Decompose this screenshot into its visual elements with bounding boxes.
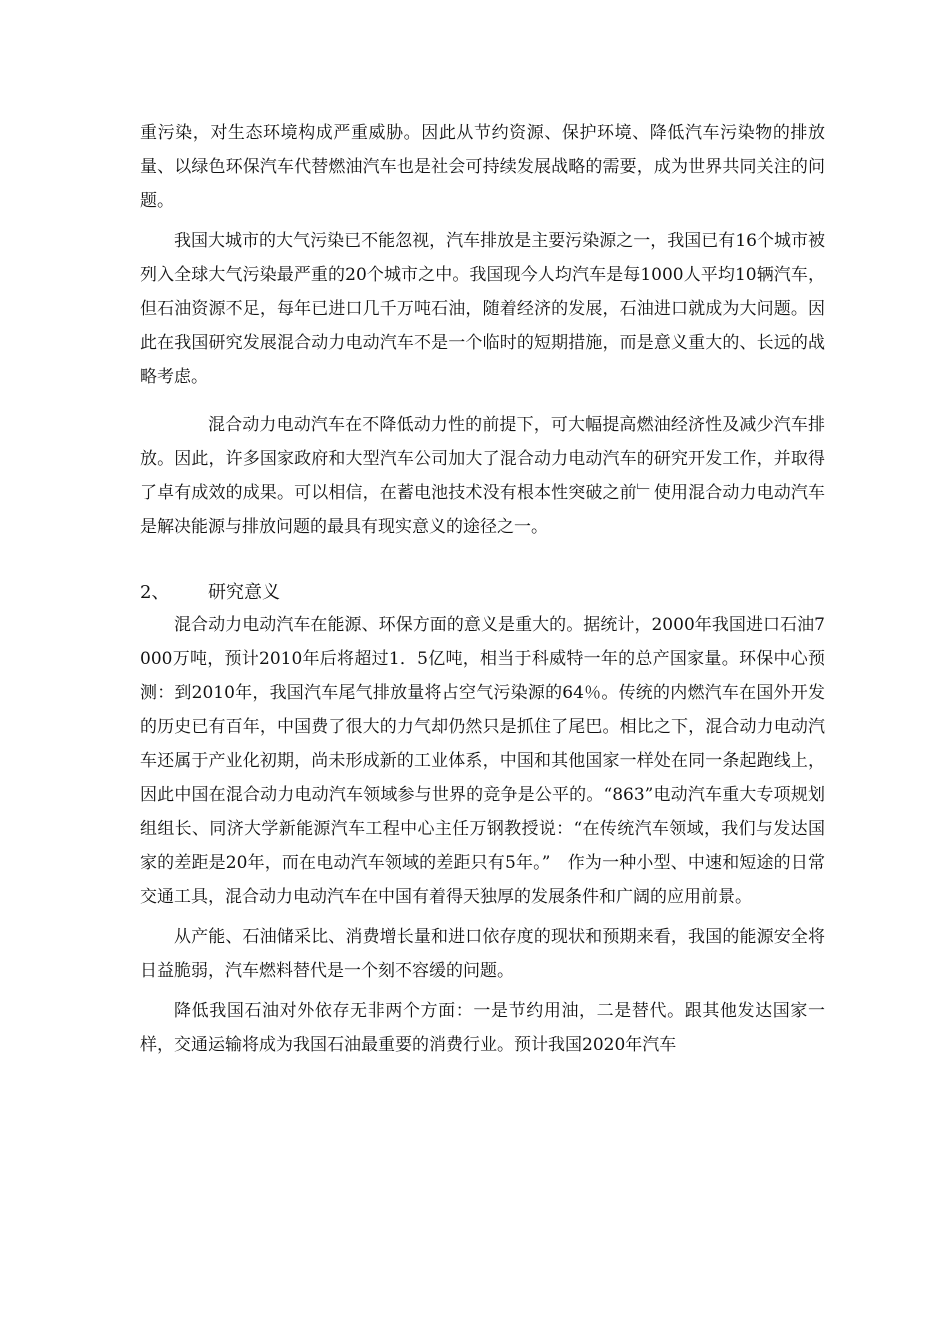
paragraph-significance: 混合动力电动汽车在能源、环保方面的意义是重大的。据统计，2000年我国进口石油7000万吨，预计2010年后将超过1．5亿吨，相当于科威特一年的总产国家量。环保中心预测：到2010年，我国汽车尾气排放量将占空气污染源的64％。传统的内燃汽车在国外开发的历史已有百年，中国费了很大的力气却仍然只是抓住了尾巴。相比之下，混合动力电动汽车还属于产业化初期，尚未形成新的工业体系，中国和其他国家一样处在同一条起跑线上，因此中国在混合动力电动汽车领域参与世界的竞争是公平的。“863”电动汽车重大专项规划组组长、同济大学新能源汽车工程中心主任万钢教授说：“在传统汽车领域，我们与发达国家的差距是20年，而在电动汽车领域的差距只有5年。” 作为一种小型、中速和短途的日常交通工具，混合动力电动汽车在中国有着得天独厚的发展条件和广阔的应用前景。 bbox=[140, 615, 825, 907]
paragraph-pollution-threat: 重污染，对生态环境构成严重威胁。因此从节约资源、保护环境、降低汽车污染物的排放量、以绿色环保汽车代替燃油汽车也是社会可持续发展战略的需要，成为世界共同关注的问题。 bbox=[140, 123, 825, 211]
paragraph-hybrid-benefits: 混合动力电动汽车在不降低动力性的前提下，可大幅提高燃油经济性及减少汽车排放。因此，许多国家政府和大型汽车公司加大了混合动力电动汽车的研究开发工作，并取得了卓有成效的成果。可以相信，在蓄电池技术没有根本性突破之前﹂使用混合动力电动汽车是解决能源与排放问题的最具有现实意义的途径之一。 bbox=[140, 415, 825, 537]
paragraph-energy-security: 从产能、石油储采比、消费增长量和进口依存度的现状和预期来看，我国的能源安全将日益脆弱，汽车燃料替代是一个刻不容缓的问题。 bbox=[140, 927, 825, 981]
section-heading bbox=[140, 578, 825, 608]
section-title: 研究意义 bbox=[208, 582, 280, 603]
paragraph-oil-dependence: 降低我国石油对外依存无非两个方面：一是节约用油，二是替代。跟其他发达国家一样，交通运输将成为我国石油最重要的消费行业。预计我国2020年汽车 bbox=[140, 1001, 825, 1055]
section-number: 2、 bbox=[140, 582, 170, 603]
paragraph-city-air-pollution: 我国大城市的大气污染已不能忽视，汽车排放是主要污染源之一，我国已有16个城市被列入全球大气污染最严重的20个城市之中。我国现今人均汽车是每1000人平均10辆汽车，但石油资源不足，每年已进口几千万吨石油，随着经济的发展，石油进口就成为大问题。因此在我国研究发展混合动力电动汽车不是一个临时的短期措施，而是意义重大的、长远的战略考虑。 bbox=[140, 231, 825, 387]
document-body bbox=[140, 116, 825, 1062]
